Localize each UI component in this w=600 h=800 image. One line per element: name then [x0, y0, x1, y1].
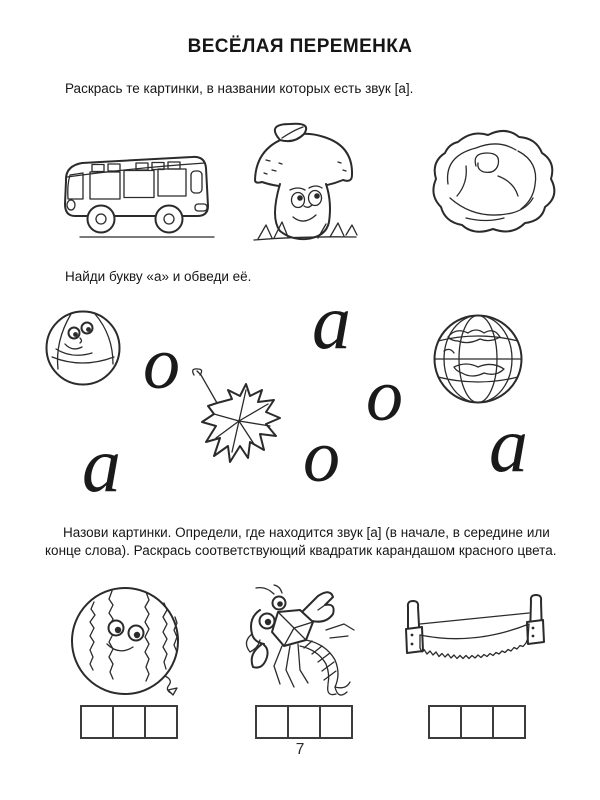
sound-position-square[interactable] [492, 705, 526, 739]
maple-leaf-drawing[interactable] [184, 366, 284, 478]
sound-position-square[interactable] [255, 705, 289, 739]
page-number: 7 [295, 741, 305, 758]
letter-a-2[interactable]: а [82, 421, 121, 508]
sound-position-square[interactable] [428, 705, 462, 739]
sound-position-square[interactable] [144, 705, 178, 739]
cabbage-drawing[interactable] [426, 126, 561, 241]
sound-position-squares-saw [428, 705, 526, 739]
letter-o-3[interactable]: о [303, 416, 340, 498]
watermelon-drawing[interactable] [62, 584, 197, 704]
letter-o-1[interactable]: о [143, 323, 180, 405]
sound-position-squares-crayfish [255, 705, 353, 739]
sound-position-square[interactable] [112, 705, 146, 739]
saw-drawing[interactable] [388, 594, 560, 679]
crayfish-drawing[interactable] [236, 584, 366, 704]
ball-drawing[interactable] [42, 307, 124, 389]
mushroom-drawing[interactable] [246, 118, 361, 246]
letter-a-3[interactable]: а [489, 401, 528, 488]
bus-drawing[interactable] [52, 146, 227, 241]
sound-position-square[interactable] [319, 705, 353, 739]
sound-position-square[interactable] [460, 705, 494, 739]
sound-position-squares-watermelon [80, 705, 178, 739]
letter-o-2[interactable]: о [366, 355, 403, 437]
globe-drawing[interactable] [430, 311, 526, 407]
page-title: ВЕСЁЛАЯ ПЕРЕМЕНКА [187, 36, 413, 57]
sound-position-square[interactable] [287, 705, 321, 739]
task3-instruction: Назови картинки. Определи, где находится звук [а] (в начале, в середине или конце слова). Раскрась соответствующий квадратик карандашом красного цвета. [45, 525, 557, 559]
task2-instruction: Найди букву «а» и обведи её. [65, 269, 252, 284]
sound-position-square[interactable] [80, 705, 114, 739]
letter-a-1[interactable]: а [312, 278, 351, 365]
task1-instruction: Раскрась те картинки, в названии которых есть звук [а]. [65, 81, 414, 96]
